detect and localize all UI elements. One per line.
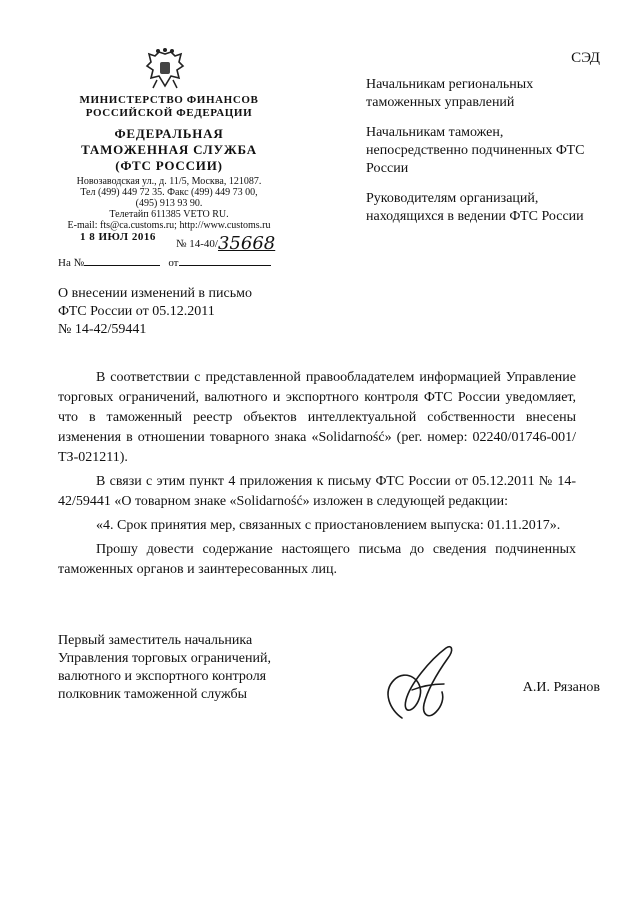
recipients-block bbox=[366, 76, 606, 238]
ministry-line-1: МИНИСТЕРСТВО ФИНАНСОВ bbox=[79, 94, 259, 106]
recipient-3: Руководителям организаций, находящихся в ведении ФТС России bbox=[366, 191, 584, 224]
document-system-mark: СЭД bbox=[571, 50, 600, 66]
body-paragraph-2: В связи с этим пункт 4 приложения к письму ФТС России от 05.12.2011 № 14-42/59441 «О товарном знаке «Solidarność» изложен в следующей редакции: bbox=[58, 474, 576, 509]
body-paragraph-1: В соответствии с представленной правообладателем информацией Управление торговых ограничений, валютного и экспортного контроля ФТС России уведомляет, что в таможенный реестр объектов интеллектуальной собственности внесены изменения в отношении товарного знака «Solidarność» (рег. номер: 02240/01746-001/ТЗ-021211). bbox=[58, 370, 576, 465]
phone-2: (495) 913 93 90. bbox=[135, 198, 203, 209]
teletype: Телетайп 611385 VETO RU. bbox=[109, 209, 229, 220]
service-line-2: ТАМОЖЕННАЯ СЛУЖБА bbox=[81, 142, 257, 157]
reference-line bbox=[58, 257, 271, 269]
subject-line-1: О внесении изменений в письмо bbox=[58, 286, 252, 301]
address: Новозаводская ул., д. 11/5, Москва, 121087. bbox=[76, 176, 262, 187]
reference-number-label: На № bbox=[58, 257, 85, 269]
reference-date-blank bbox=[179, 257, 271, 266]
ministry-name bbox=[70, 94, 268, 120]
subject-line-2: ФТС России от 05.12.2011 bbox=[58, 304, 215, 319]
letter-subject bbox=[58, 285, 318, 339]
contact-block bbox=[60, 176, 278, 231]
subject-line-3: № 14-42/59441 bbox=[58, 322, 147, 337]
service-name bbox=[70, 126, 268, 174]
coat-of-arms-icon bbox=[145, 48, 185, 92]
recipient-2: Начальникам таможен, непосредственно подчиненных ФТС России bbox=[366, 125, 585, 176]
signatory-title-line-1: Первый заместитель начальника bbox=[58, 633, 253, 648]
ministry-line-2: РОССИЙСКОЙ ФЕДЕРАЦИИ bbox=[85, 107, 253, 119]
signatory-title-line-2: Управления торговых ограничений, bbox=[58, 651, 271, 666]
phone: Тел (499) 449 72 35. Факс (499) 449 73 00, bbox=[80, 187, 258, 198]
registration-number bbox=[176, 231, 275, 252]
body-paragraph-4: Прошу довести содержание настоящего письма до сведения подчиненных таможенных органов и заинтересованных лиц. bbox=[58, 542, 576, 577]
reference-number-blank bbox=[84, 257, 160, 266]
signatory-title bbox=[58, 632, 338, 704]
registration-number-handwritten: 35668 bbox=[217, 233, 276, 254]
recipient-1: Начальникам региональных таможенных управлений bbox=[366, 77, 534, 110]
handwritten-signature bbox=[372, 640, 468, 730]
letter-body bbox=[58, 368, 576, 584]
service-line-1: ФЕДЕРАЛЬНАЯ bbox=[114, 126, 224, 141]
signatory-name: А.И. Рязанов bbox=[522, 680, 600, 695]
email: E-mail: fts@ca.customs.ru; http://www.customs.ru bbox=[67, 220, 271, 231]
service-line-3: (ФТС РОССИИ) bbox=[115, 158, 223, 173]
signatory-title-line-3: валютного и экспортного контроля bbox=[58, 669, 267, 684]
signatory-title-line-4: полковник таможенной службы bbox=[58, 687, 248, 702]
body-paragraph-3: «4. Срок принятия мер, связанных с приостановлением выпуска: 01.11.2017». bbox=[96, 518, 561, 533]
registration-number-prefix: № 14-40/ bbox=[176, 238, 218, 250]
reference-date-label: от bbox=[168, 257, 179, 269]
registration-date: 1 8 ИЮЛ 2016 bbox=[80, 231, 156, 243]
